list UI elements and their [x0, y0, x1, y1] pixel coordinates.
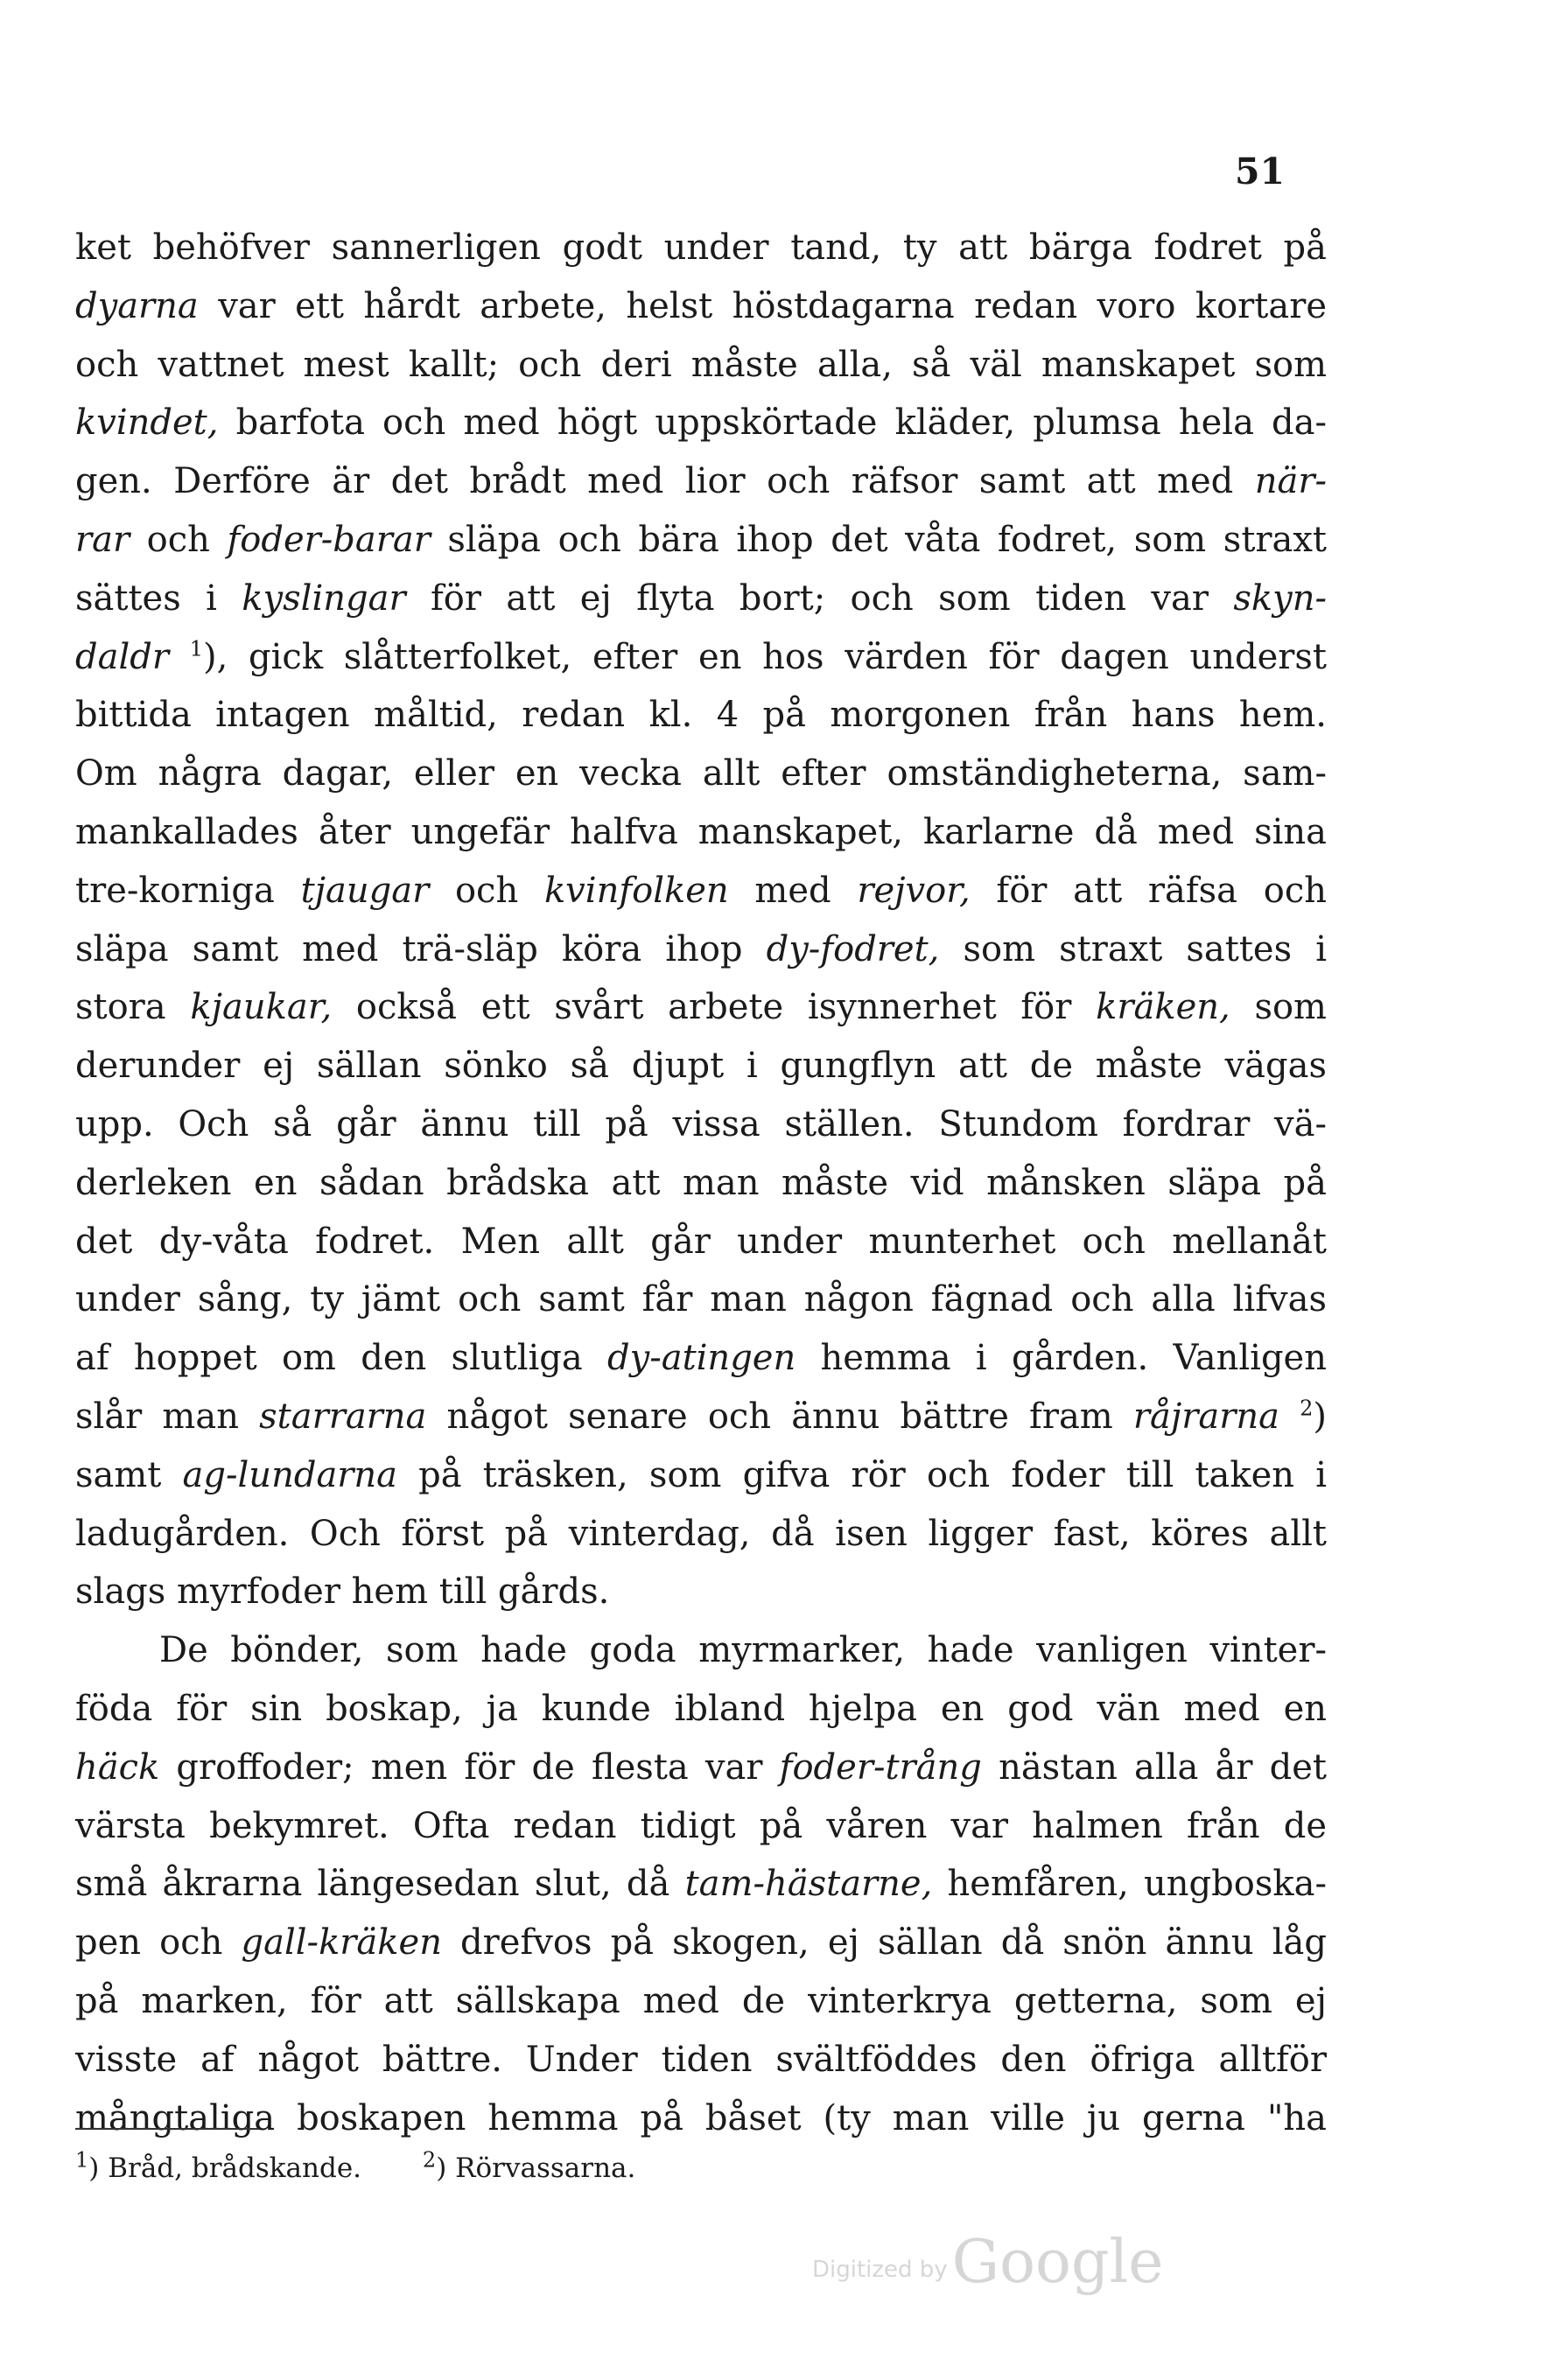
text-line: det dy-våta fodret. Men allt går under munterhet och mellanåt [75, 1221, 1327, 1262]
text-line: föda för sin boskap, ja kunde ibland hjelpa en god vän med en [75, 1688, 1327, 1729]
footnote-divider [75, 2128, 259, 2130]
text-line: Om några dagar, eller en vecka allt efter omständigheterna, sam- [75, 753, 1327, 794]
text-line: under sång, ty jämt och samt får man någon fägnad och alla lifvas [75, 1279, 1327, 1320]
text-line: och vattnet mest kallt; och deri måste alla, så väl manskapet som [75, 344, 1327, 385]
text-line: små åkrarna längesedan slut, då tam-hästarne, hemfåren, ungboska- [75, 1864, 1327, 1905]
text-line: släpa samt med trä-släp köra ihop dy-fodret, som straxt sattes i [75, 928, 1327, 970]
footnotes [75, 2147, 688, 2184]
google-logo: Google [951, 2228, 1164, 2297]
text-line: slår man starrarna något senare och ännu bättre fram råjrarna $^2$) [75, 1396, 1328, 1437]
text-line: upp. Och så går ännu till på vissa ställen. Stundom fordrar vä- [75, 1103, 1327, 1144]
text-line: af hoppet om den slutliga dy-atingen hemma i gården. Vanligen [75, 1338, 1327, 1379]
text-line: De bönder, som hade goda myrmarker, hade vanligen vinter- [159, 1630, 1327, 1671]
text-line: tre-korniga tjaugar och kvinfolken med rejvor, för att räfsa och [75, 870, 1327, 911]
text-line: häck groffoder; men för de flesta var foder-trång nästan alla år det [75, 1746, 1328, 1788]
text-line: derunder ej sällan sönko så djupt i gungflyn att de måste vägas [75, 1046, 1327, 1087]
page-number: 51 [1234, 150, 1285, 192]
text-line: kvindet, barfota och med högt uppskörtade kläder, plumsa hela da- [75, 402, 1327, 444]
text-line: värsta bekymret. Ofta redan tidigt på våren var halmen från de [75, 1805, 1327, 1846]
text-line: mångtaliga boskapen hemma på båset (ty man ville ju gerna "ha [75, 2097, 1327, 2138]
text-line: daldr $^1$), gick slåtterfolket, efter en hos värden för dagen underst [75, 636, 1328, 677]
footnote-2: $^2$) Rörvassarna. [422, 2147, 636, 2184]
text-line: derleken en sådan brådska att man måste vid månsken släpa på [75, 1162, 1327, 1203]
text-line: bittida intagen måltid, redan kl. 4 på morgonen från hans hem. [75, 695, 1327, 736]
digitized-by-google-watermark [812, 2228, 1164, 2297]
body-text [75, 219, 1327, 2147]
text-line: visste af något bättre. Under tiden svältföddes den öfriga alltför [75, 2039, 1327, 2080]
footnote-1: $^1$) Bråd, brådskande. [75, 2147, 362, 2184]
text-line: på marken, för att sällskapa med de vinterkrya getterna, som ej [75, 1980, 1327, 2021]
watermark-prefix: Digitized by [812, 2257, 948, 2283]
text-line: mankallades åter ungefär halfva manskapet, karlarne då med sina [75, 811, 1327, 852]
text-line: rar och foder-barar släpa och bära ihop det våta fodret, som straxt [75, 519, 1327, 560]
text-line: gen. Derföre är det brådt med lior och räfsor samt att med när- [75, 461, 1327, 502]
text-line: dyarna var ett hårdt arbete, helst höstdagarna redan voro kortare [75, 285, 1327, 326]
text-line: slags myrfoder hem till gårds. [75, 1572, 610, 1613]
text-line: ladugården. Och först på vinterdag, då isen ligger fast, köres allt [75, 1513, 1327, 1554]
text-line: sättes i kyslingar för att ej flyta bort; och som tiden var skyn- [75, 578, 1327, 619]
text-line: samt ag-lundarna på träsken, som gifva rör och foder till taken i [75, 1454, 1327, 1495]
text-line: pen och gall-kräken drefvos på skogen, ej sällan då snön ännu låg [75, 1922, 1328, 1964]
text-line: stora kjaukar, också ett svårt arbete isynnerhet för kräken, som [75, 987, 1327, 1028]
text-line: ket behöfver sannerligen godt under tand, ty att bärga fodret på [75, 228, 1327, 268]
